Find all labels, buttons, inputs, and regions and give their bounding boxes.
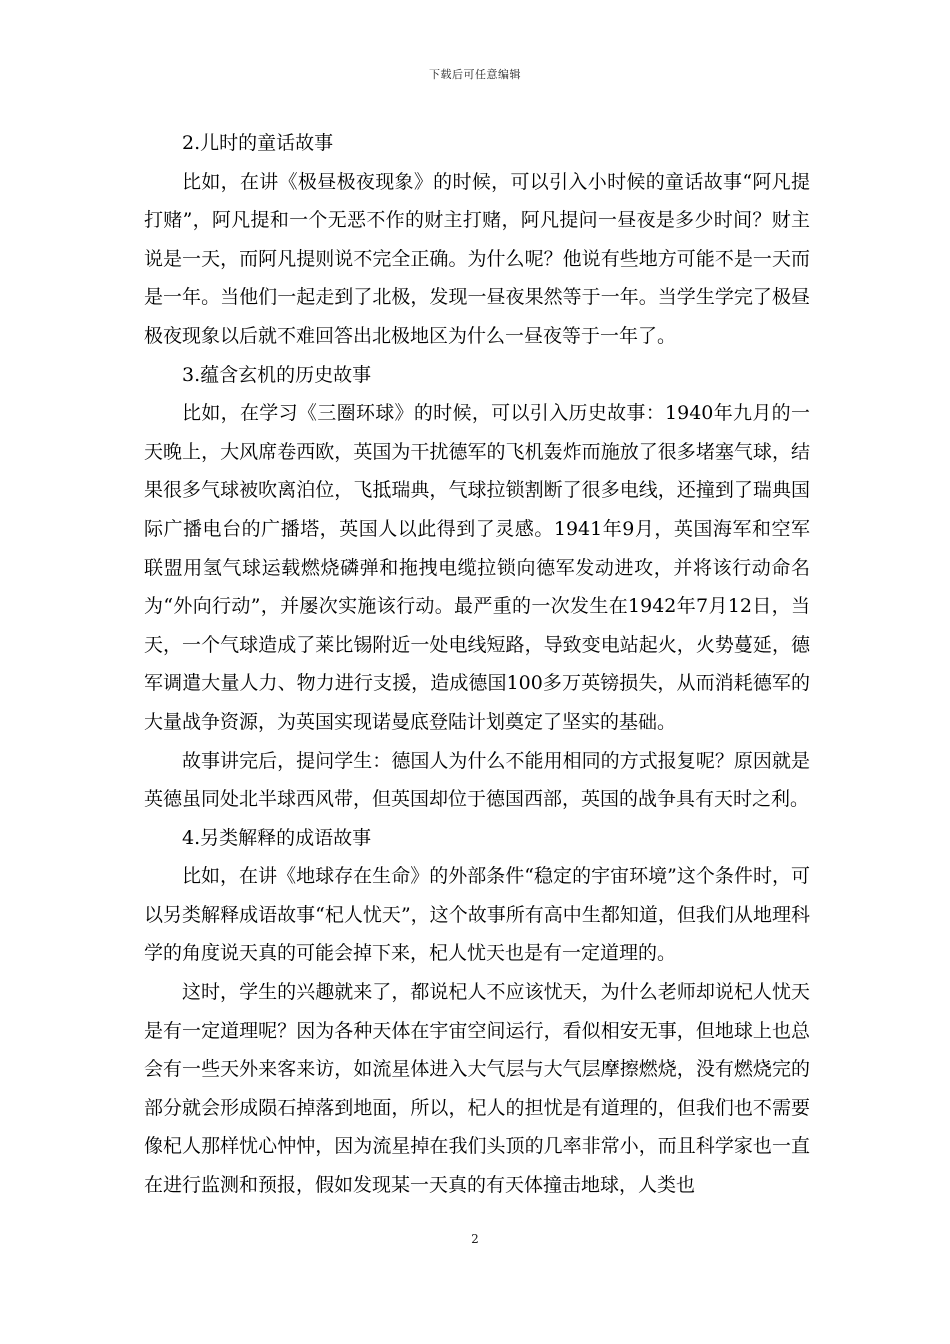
paragraph-4: 比如，在讲《地球存在生命》的外部条件“稳定的宇宙环境”这个条件时，可以另类解释成语故事“杞人忧天”，这个故事所有高中生都知道，但我们从地理科学的角度说天真的可能会掉下来，杞人忧天也是有一定道理的。: [144, 865, 810, 965]
document-body: [144, 124, 810, 1205]
paragraph-3: 故事讲完后，提问学生：德国人为什么不能用相同的方式报复呢？原因就是英德虽同处北半球西风带，但英国却位于德国西部，英国的战争具有天时之利。: [144, 749, 810, 811]
page-header: 下载后可任意编辑: [429, 68, 521, 81]
section-heading-4: 4.另类解释的成语故事: [182, 826, 372, 849]
page-number: 2: [471, 1232, 479, 1246]
section-heading-3: 3.蕴含玄机的历史故事: [182, 363, 372, 386]
section-heading-2: 2.儿时的童话故事: [182, 132, 334, 154]
paragraph-1: 比如，在讲《极昼极夜现象》的时候，可以引入小时候的童话故事“阿凡提打赌”，阿凡提和一个无恶不作的财主打赌，阿凡提问一昼夜是多少时间？财主说是一天，而阿凡提则说不完全正确。为什么呢？他说有些地方可能不是一天而是一年。当他们一起走到了北极，发现一昼夜果然等于一年。当学生学完了极昼极夜现象以后就不难回答出北极地区为什么一昼夜等于一年了。: [144, 170, 810, 347]
paragraph-2: 比如，在学习《三圈环球》的时候，可以引入历史故事：1940年九月的一天晚上，大风席卷西欧，英国为干扰德军的飞机轰炸而施放了很多堵塞气球，结果很多气球被吹离泊位，飞抵瑞典，气球拉锁割断了很多电线，还撞到了瑞典国际广播电台的广播塔，英国人以此得到了灵感。1941年9月，英国海军和空军联盟用氢气球运载燃烧磷弹和拖拽电缆拉锁向德军发动进攻，并将该行动命名为“外向行动”，并屡次实施该行动。最严重的一次发生在1942年7月12日，当天，一个气球造成了莱比锡附近一处电线短路，导致变电站起火，火势蔓延，德军调遣大量人力、物力进行支援，造成德国100多万英镑损失，从而消耗德军的大量战争资源，为英国实现诺曼底登陆计划奠定了坚实的基础。: [144, 402, 810, 733]
paragraph-5: 这时，学生的兴趣就来了，都说杞人不应该忧天，为什么老师却说杞人忧天是有一定道理呢？因为各种天体在宇宙空间运行，看似相安无事，但地球上也总会有一些天外来客来访，如流星体进入大气层与大气层摩擦燃烧，没有燃烧完的部分就会形成陨石掉落到地面，所以，杞人的担忧是有道理的，但我们也不需要像杞人那样忧心忡忡，因为流星掉在我们头顶的几率非常小，而且科学家也一直在进行监测和预报，假如发现某一天真的有天体撞击地球，人类也: [144, 981, 810, 1197]
